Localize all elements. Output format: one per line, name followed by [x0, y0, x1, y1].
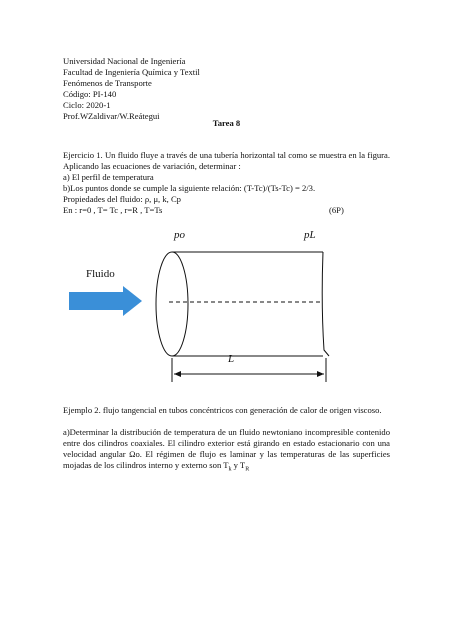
- exercise2-item-a-text: a)Determinar la distribución de temperatura de un fluido newtoniano incompresible contenido entre dos cilindros coaxiales. El cilindro exterior está girando en estado estacionario con una velocidad angular Ωo. El régimen de flujo es laminar y las temperaturas de las superficies mojadas de los cilindros interno y externo son T: [63, 427, 390, 470]
- pipe-inlet-ellipse: [156, 252, 188, 356]
- exercise1-statement: Ejercicio 1. Un fluido fluye a través de una tubería horizontal tal como se muestra en la figura. Aplicando las ecuaciones de variación, determinar :: [63, 150, 390, 171]
- dimension-arrow-right: [317, 371, 324, 377]
- exercise1-boundary: En : r=0 , T= Tc , r=R , T=Ts: [63, 205, 163, 215]
- label-outlet-pressure: pL: [304, 229, 316, 241]
- label-inlet-pressure: po: [174, 229, 185, 241]
- course-name: Fenómenos de Transporte: [63, 78, 152, 88]
- page-title: Tarea 8: [212, 118, 241, 128]
- cycle: Ciclo: 2020-1: [63, 100, 111, 110]
- exercise1-properties: Propiedades del fluido: ρ, μ, k, Cp: [63, 194, 181, 204]
- subscript-k: k: [228, 466, 232, 473]
- faculty-name: Facultad de Ingeniería Química y Textil: [63, 67, 200, 77]
- exercise1-item-a: a) El perfil de temperatura: [63, 172, 154, 182]
- pipe-end: [322, 252, 329, 356]
- label-length: L: [228, 353, 235, 365]
- label-fluid: Fluido: [86, 268, 115, 280]
- dimension-arrow-left: [174, 371, 181, 377]
- fluid-arrow-head: [123, 286, 142, 316]
- subscript-r: R: [245, 466, 250, 473]
- course-code: Código: PI-140: [63, 89, 117, 99]
- exercise2-statement: Ejemplo 2. flujo tangencial en tubos concéntricos con generación de calor de origen viscoso.: [63, 405, 382, 415]
- exercise2-item-a: [63, 427, 390, 476]
- university-name: Universidad Nacional de Ingeniería: [63, 56, 186, 66]
- exercise1-item-b: b)Los puntos donde se cumple la siguiente relación: (T-Tc)/(Ts-Tc) = 2/3.: [63, 183, 316, 193]
- exercise1-points: (6P): [329, 205, 344, 215]
- fluid-arrow-body: [69, 292, 123, 310]
- conjunction: y T: [231, 460, 246, 470]
- professors: Prof.WZaldivar/W.Reátegui: [63, 111, 160, 121]
